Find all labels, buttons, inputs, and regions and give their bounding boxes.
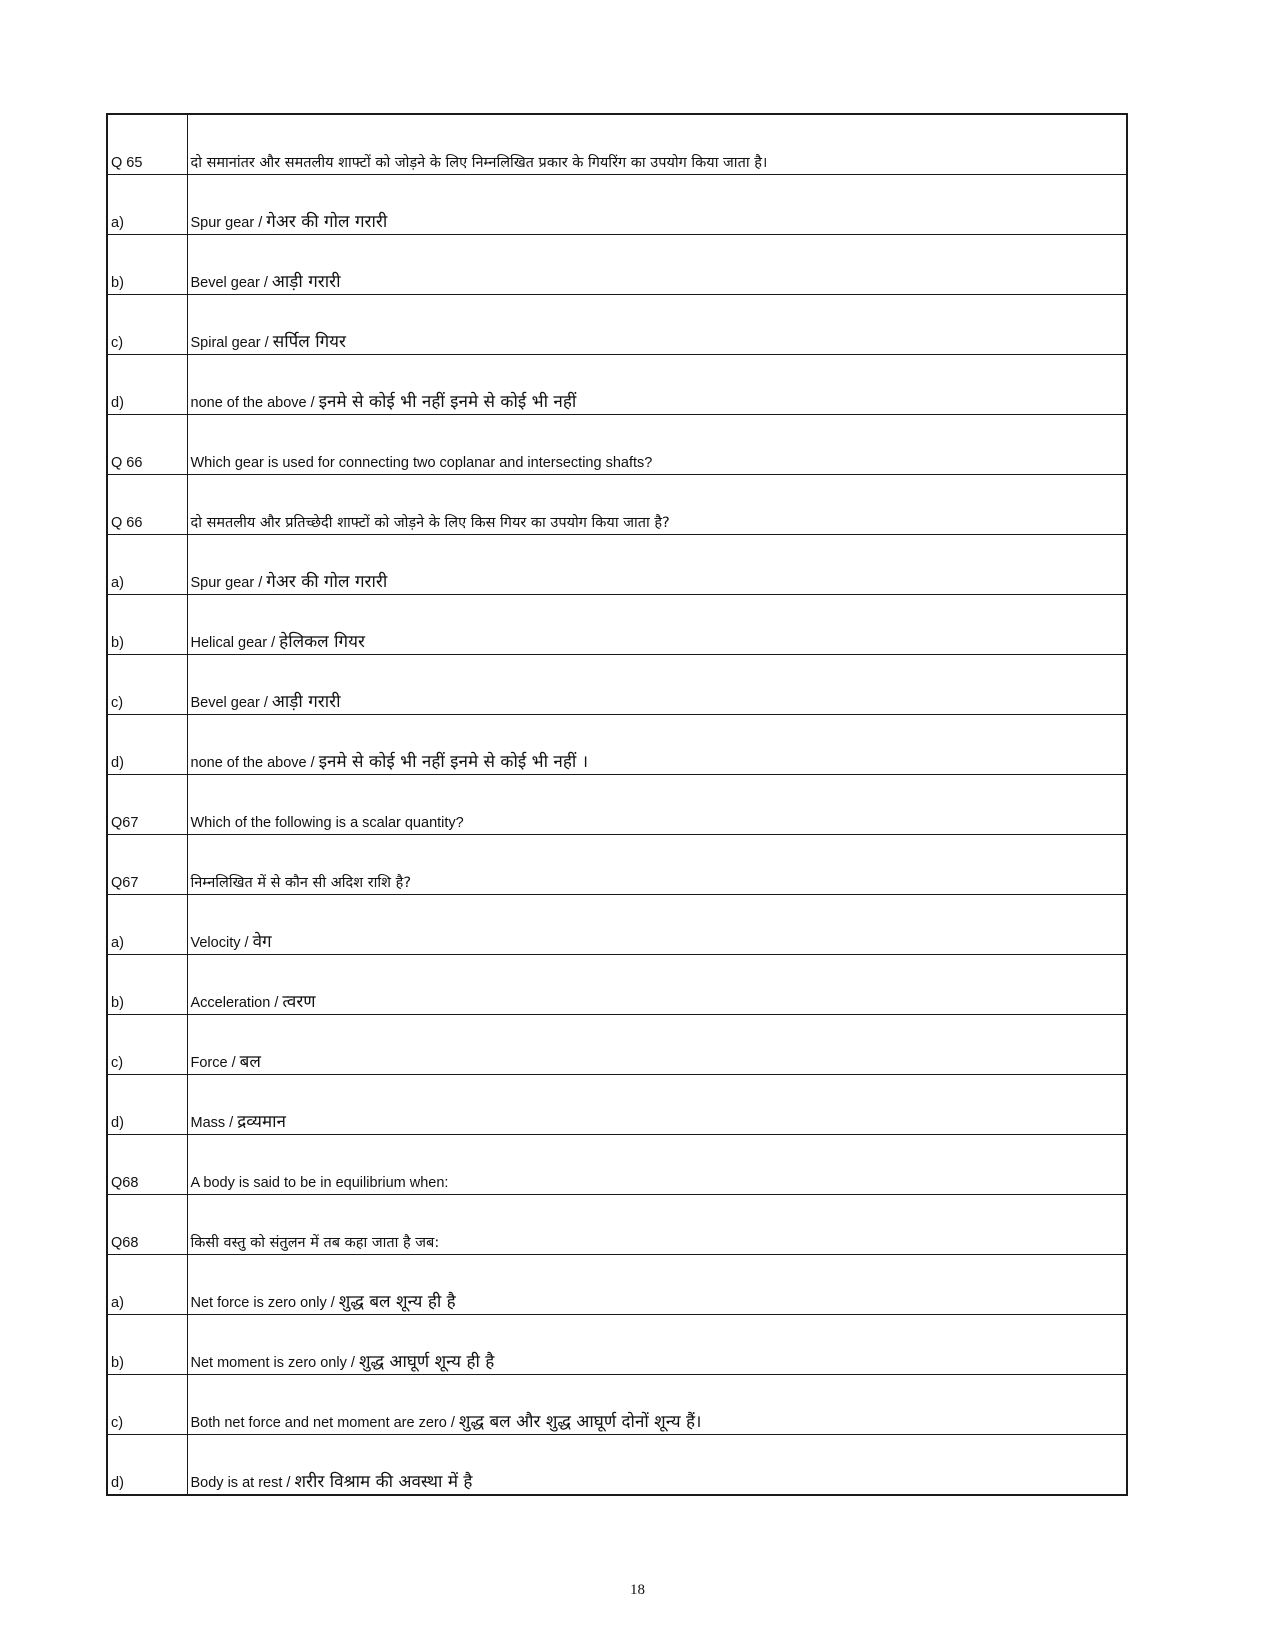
english-text: Both net force and net moment are zero [190,1415,447,1431]
separator: / [306,755,319,771]
hindi-text: बल [239,1052,261,1072]
table-row [107,1315,1127,1375]
separator: / [306,395,319,411]
option-label: c) [107,1375,187,1435]
table-row [107,415,1127,475]
table-row [107,535,1127,595]
hindi-text: निम्नलिखित में से कौन सी अदिश राशि है? [190,875,412,891]
table-row [107,355,1127,415]
option-text [187,895,1127,955]
separator: / [260,335,273,351]
english-text: none of the above [190,755,307,771]
option-text [187,535,1127,595]
option-label: b) [107,1315,187,1375]
question-label: Q67 [107,835,187,895]
table-row [107,955,1127,1015]
option-text [187,715,1127,775]
english-text: Spiral gear [190,335,261,351]
english-text: Spur gear [190,575,255,591]
separator: / [225,1115,238,1131]
hindi-text: किसी वस्तु को संतुलन में तब कहा जाता है जब: [190,1235,440,1251]
separator: / [227,1055,240,1071]
question-label: Q 65 [107,114,187,175]
hindi-text: त्वरण [282,992,316,1012]
english-text: Body is at rest [190,1475,283,1491]
separator: / [446,1415,459,1431]
separator: / [254,215,267,231]
option-label: d) [107,1075,187,1135]
english-text: Acceleration [190,995,271,1011]
option-label: a) [107,895,187,955]
hindi-text: गेअर की गोल गरारी [266,212,388,232]
table-row [107,1255,1127,1315]
hindi-text: दो समतलीय और प्रतिच्छेदी शाफ्टों को जोड़ने के लिए किस गियर का उपयोग किया जाता है? [190,515,670,531]
table-row [107,1195,1127,1255]
english-text: none of the above [190,395,307,411]
option-text [187,1315,1127,1375]
question-table-body [107,114,1127,1495]
option-text [187,1435,1127,1496]
table-row [107,655,1127,715]
english-text: Bevel gear [190,275,260,291]
option-label: c) [107,295,187,355]
separator: / [282,1475,295,1491]
hindi-text: शुद्ध बल और शुद्ध आघूर्ण दोनों शून्य हैं। [458,1412,702,1432]
hindi-text: शुद्ध आघूर्ण शून्य ही है [358,1352,495,1372]
question-label: Q 66 [107,475,187,535]
option-text [187,955,1127,1015]
hindi-text: आड़ी गरारी [271,692,341,712]
english-text: Mass [190,1115,226,1131]
separator: / [240,935,253,951]
option-text [187,595,1127,655]
hindi-text: आड़ी गरारी [271,272,341,292]
option-label: b) [107,955,187,1015]
question-text [187,114,1127,175]
table-row [107,1015,1127,1075]
english-text: A body is said to be in equilibrium when: [190,1175,449,1191]
table-row [107,1375,1127,1435]
table-row [107,235,1127,295]
english-text: Which of the following is a scalar quantity? [190,815,464,831]
table-row [107,895,1127,955]
hindi-text: हेलिकल गियर [279,632,365,652]
option-label: d) [107,715,187,775]
option-label: c) [107,655,187,715]
question-text [187,1135,1127,1195]
option-label: b) [107,595,187,655]
english-text: Force [190,1055,228,1071]
question-label: Q 66 [107,415,187,475]
english-text: Bevel gear [190,695,260,711]
table-row [107,295,1127,355]
table-row [107,175,1127,235]
option-label: d) [107,355,187,415]
option-text [187,175,1127,235]
question-table [106,113,1128,1496]
separator: / [254,575,267,591]
hindi-text: द्रव्यमान [237,1112,286,1132]
hindi-text: सर्पिल गियर [272,332,346,352]
hindi-text: शुद्ध बल शून्य ही है [338,1292,456,1312]
separator: / [346,1355,359,1371]
question-text [187,415,1127,475]
separator: / [259,695,272,711]
option-label: a) [107,1255,187,1315]
table-row [107,1075,1127,1135]
english-text: Net force is zero only [190,1295,327,1311]
english-text: Velocity [190,935,241,951]
option-label: d) [107,1435,187,1496]
table-row [107,775,1127,835]
english-text: Net moment is zero only [190,1355,347,1371]
hindi-text: शरीर विश्राम की अवस्था में है [294,1472,473,1492]
question-label: Q68 [107,1135,187,1195]
table-row [107,1135,1127,1195]
hindi-text: इनमे से कोई भी नहीं इनमे से कोई भी नहीं । [318,752,589,772]
table-row [107,1435,1127,1496]
separator: / [270,995,283,1011]
table-row [107,475,1127,535]
english-text: Which gear is used for connecting two coplanar and intersecting shafts? [190,455,653,471]
option-label: c) [107,1015,187,1075]
option-label: b) [107,235,187,295]
separator: / [267,635,280,651]
table-row [107,835,1127,895]
table-row [107,114,1127,175]
option-label: a) [107,175,187,235]
question-text [187,775,1127,835]
english-text: Helical gear [190,635,268,651]
separator: / [326,1295,339,1311]
option-text [187,655,1127,715]
table-row [107,715,1127,775]
english-text: Spur gear [190,215,255,231]
option-text [187,1375,1127,1435]
hindi-text: इनमे से कोई भी नहीं इनमे से कोई भी नहीं [318,392,577,412]
option-text [187,1015,1127,1075]
hindi-text: गेअर की गोल गरारी [266,572,388,592]
option-text [187,1075,1127,1135]
option-text [187,1255,1127,1315]
question-label: Q67 [107,775,187,835]
option-text [187,355,1127,415]
hindi-text: वेग [252,932,272,952]
table-row [107,595,1127,655]
option-label: a) [107,535,187,595]
page-number: 18 [630,1582,645,1598]
option-text [187,235,1127,295]
question-text [187,835,1127,895]
question-text [187,1195,1127,1255]
option-text [187,295,1127,355]
separator: / [259,275,272,291]
question-label: Q68 [107,1195,187,1255]
hindi-text: दो समानांतर और समतलीय शाफ्टों को जोड़ने के लिए निम्नलिखित प्रकार के गियरिंग का उपयोग किया जाता है। [190,155,768,171]
question-text [187,475,1127,535]
